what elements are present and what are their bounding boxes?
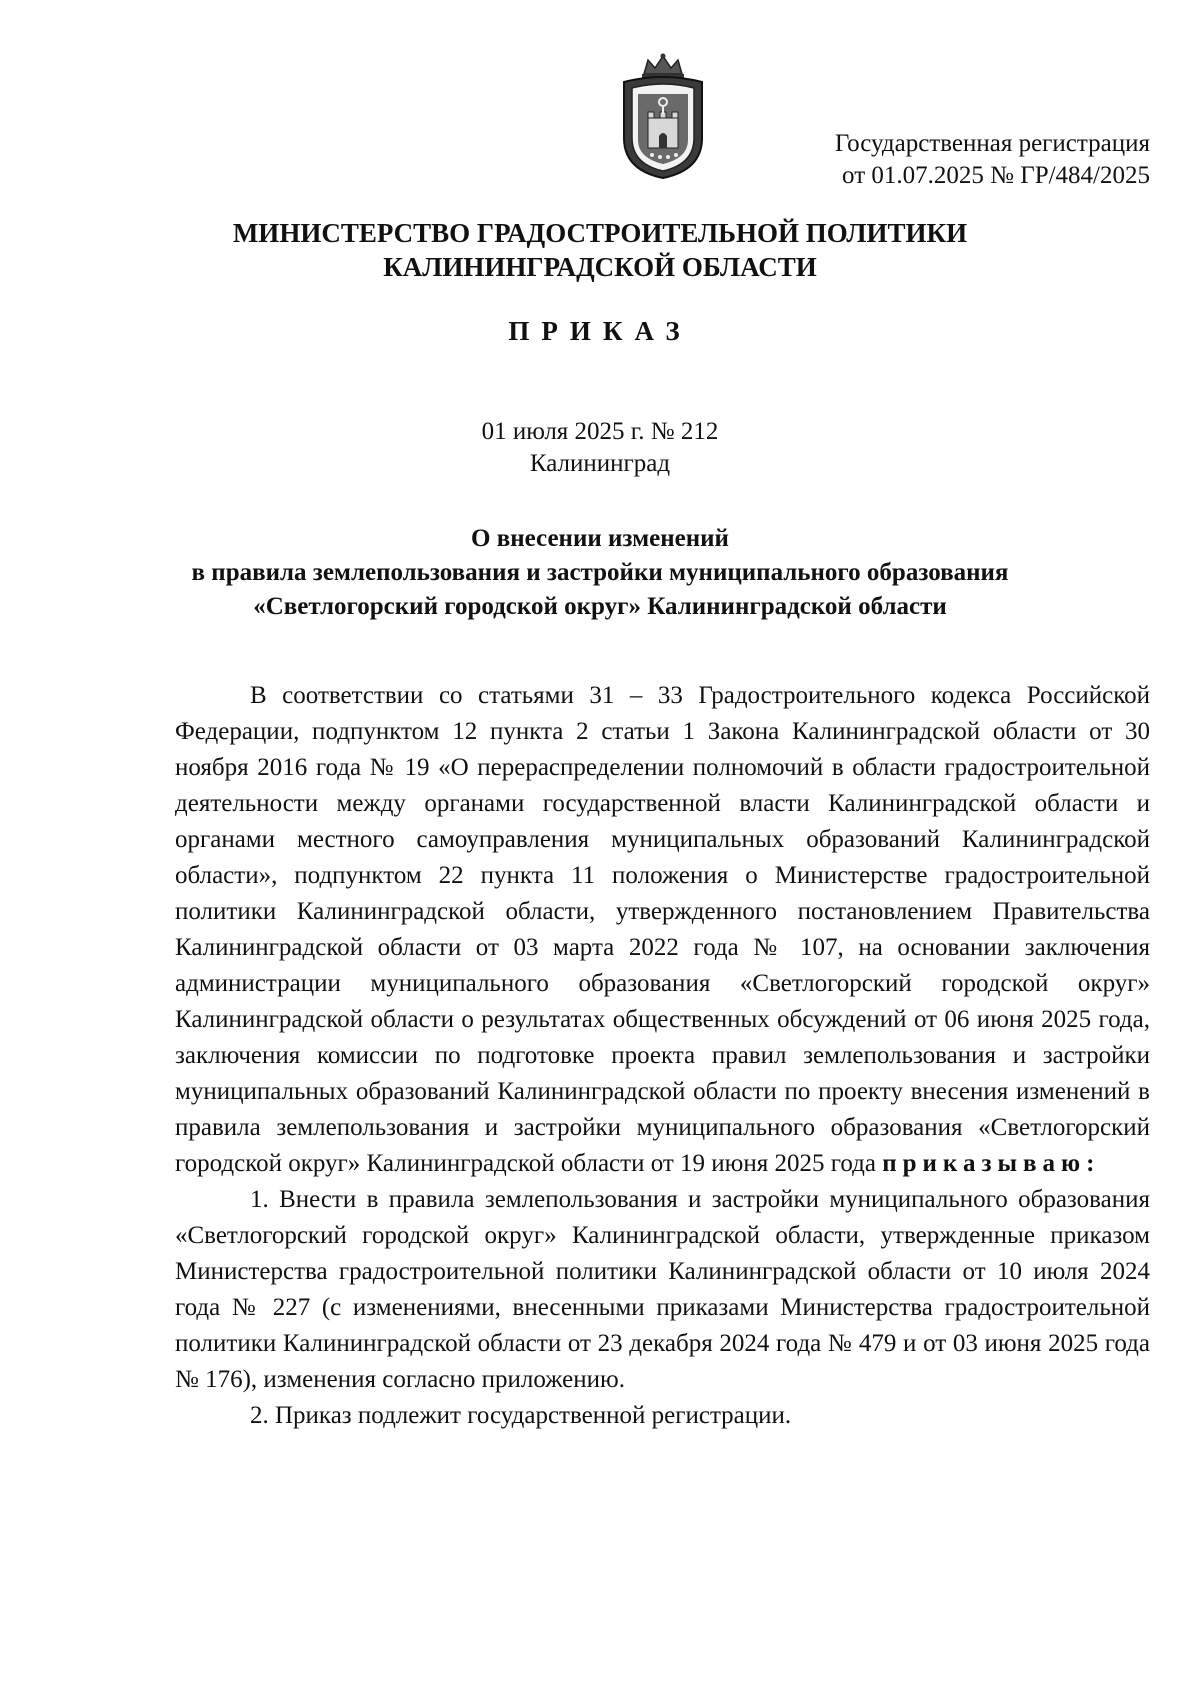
order-keyword: приказываю: — [882, 1150, 1101, 1177]
ministry-line-2: КАЛИНИНГРАДСКОЙ ОБЛАСТИ — [383, 252, 817, 282]
order-title: ПРИКАЗ — [508, 316, 692, 346]
registration-line-2: от 01.07.2025 № ГР/484/2025 — [842, 162, 1150, 189]
subject-line-1: О внесении изменений — [471, 525, 729, 552]
order-item-2: 2. Приказ подлежит государственной регистрации. — [250, 1402, 792, 1429]
order-city: Калининград — [529, 450, 671, 477]
ministry-line-1: МИНИСТЕРСТВО ГРАДОСТРОИТЕЛЬНОЙ ПОЛИТИКИ — [232, 218, 968, 248]
order-item-1: 1. Внести в правила землепользования и застройки муниципального образования «Светлогорский городской округ» Калининградской области, утвержденные приказом Министерства градостроительной политики Калининградской области от 10 июля 2024 года № 227 (с изменениями, внесенными приказами Министерства градостроительной политики Калининградской области от 23 декабря 2024 года № 479 и от 03 июня 2025 года № 176), изменения согласно приложению. — [175, 1186, 1150, 1393]
order-date-number: 01 июля 2025 г. № 212 — [481, 418, 719, 445]
registration-line-1: Государственная регистрация — [834, 130, 1150, 157]
subject-line-3: «Светлогорский городской округ» Калининградской области — [253, 593, 947, 620]
coat-of-arms-icon — [614, 52, 712, 180]
preamble-text: В соответствии со статьями 31 – 33 Градостроительного кодекса Российской Федерации, подпунктом 12 пункта 2 статьи 1 Закона Калининградской области от 30 ноября 2016 года № 19 «О перераспределении полномочий в области градостроительной деятельности между органами государственной власти Калининградской области и органами местного самоуправления муниципальных образований Калининградской области», подпунктом 22 пункта 11 положения о Министерстве градостроительной политики Калининградской области, утвержденного постановлением Правительства Калининградской области от 03 марта 2022 года № 107, на основании заключения администрации муниципального образования «Светлогорский городской округ» Калининградской области о результатах общественных обсуждений от 06 июня 2025 года, заключения комиссии по подготовке проекта правил землепользования и застройки муниципальных образований Калининградской области по проекту внесения изменений в правила землепользования и застройки муниципального образования «Светлогорский городской округ» Калининградской области от 19 июня 2025 года — [175, 682, 1150, 1177]
preamble-paragraph — [175, 678, 1150, 1182]
subject-line-2: в правила землепользования и застройки муниципального образования — [191, 559, 1009, 586]
ministry-name — [0, 216, 1200, 284]
order-subject — [0, 522, 1200, 624]
registration-stamp — [770, 128, 1150, 192]
order-body — [175, 678, 1150, 1434]
